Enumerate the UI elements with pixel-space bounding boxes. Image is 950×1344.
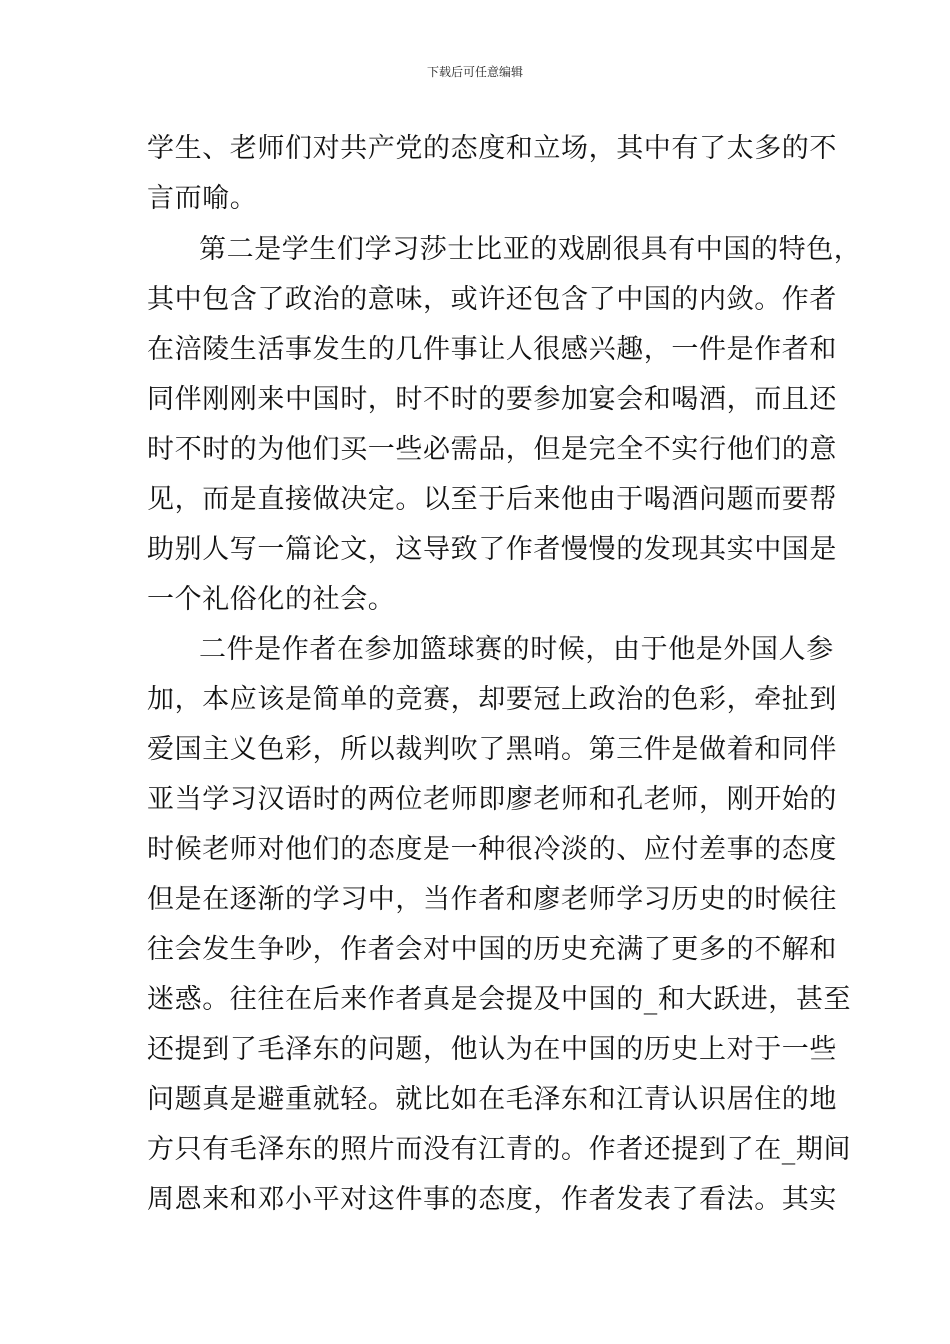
text-line: 见，而是直接做决定。以至于后来他由于喝酒问题而要帮 — [147, 484, 837, 515]
text-line: 言而喻。 — [147, 183, 258, 214]
text-line: 但是在逐渐的学习中，当作者和廖老师学习历史的时候往 — [147, 884, 837, 915]
text-line: 助别人写一篇论文，这导致了作者慢慢的发现其实中国是 — [147, 534, 837, 565]
text-line: 时候老师对他们的态度是一种很冷淡的、应付差事的态度 — [147, 834, 837, 865]
text-line: 同伴刚刚来中国时，时不时的要参加宴会和喝酒，而且还 — [147, 384, 837, 415]
text-line: 方只有毛泽东的照片而没有江青的。作者还提到了在_期间 — [147, 1134, 852, 1165]
text-line: 爱国主义色彩，所以裁判吹了黑哨。第三件是做着和同伴 — [147, 734, 837, 765]
text-line: 学生、老师们对共产党的态度和立场，其中有了太多的不 — [147, 133, 837, 164]
page-header: 下载后可任意编辑 — [426, 65, 523, 79]
text-line: 往会发生争吵，作者会对中国的历史充满了更多的不解和 — [147, 934, 837, 965]
text-line: 在涪陵生活事发生的几件事让人很感兴趣，一件是作者和 — [147, 334, 837, 365]
text-line: 加，本应该是简单的竞赛，却要冠上政治的色彩，牵扯到 — [147, 684, 837, 715]
text-line: 时不时的为他们买一些必需品，但是完全不实行他们的意 — [147, 434, 837, 465]
text-line: 一个礼俗化的社会。 — [147, 584, 396, 615]
text-line: 迷惑。往往在后来作者真是会提及中国的_和大跃进，甚至 — [147, 984, 852, 1015]
text-line: 其中包含了政治的意味，或许还包含了中国的内敛。作者 — [147, 284, 837, 315]
text-line: 周恩来和邓小平对这件事的态度，作者发表了看法。其实 — [147, 1184, 837, 1215]
paragraph-start-line: 二件是作者在参加篮球赛的时候，由于他是外国人参 — [199, 634, 834, 665]
text-line: 亚当学习汉语时的两位老师即廖老师和孔老师，刚开始的 — [147, 784, 837, 815]
paragraph-start-line: 第二是学生们学习莎士比亚的戏剧很具有中国的特色， — [199, 234, 862, 265]
text-line: 还提到了毛泽东的问题，他认为在中国的历史上对于一些 — [147, 1034, 837, 1065]
text-line: 问题真是避重就轻。就比如在毛泽东和江青认识居住的地 — [147, 1084, 837, 1115]
